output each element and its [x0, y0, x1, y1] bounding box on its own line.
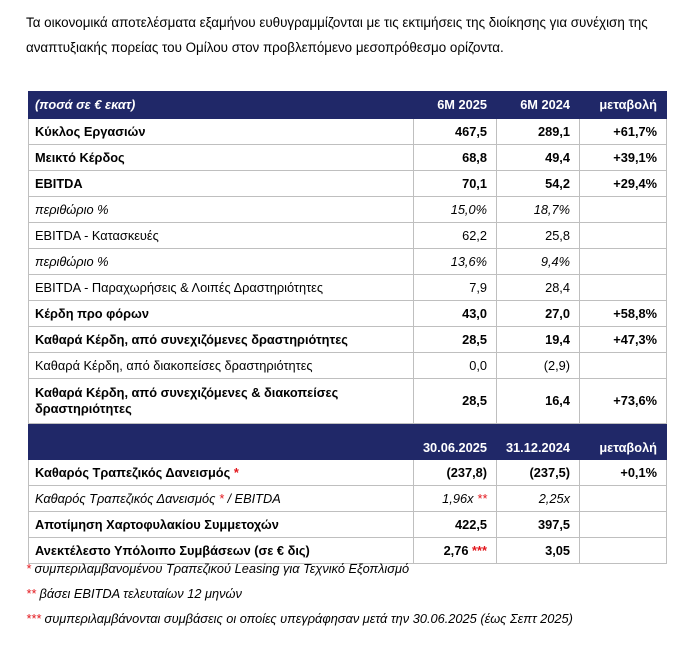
footnote-text: βάσει EBITDA τελευταίων 12 μηνών: [39, 586, 242, 601]
row-label: EBITDA - Παραχωρήσεις & Λοιπές Δραστηριότητες: [29, 275, 414, 301]
row-value-text: 1,96x: [442, 490, 474, 506]
header-cell-period-1: 6M 2025: [414, 92, 497, 119]
row-label: [29, 460, 414, 486]
row-value-2: 28,4: [497, 275, 580, 301]
table-row: [29, 275, 667, 301]
row-value-1: 422,5: [414, 512, 497, 538]
footnote-mark: ***: [472, 542, 487, 558]
footnote: [26, 556, 573, 581]
table-row: [29, 486, 667, 512]
row-value-1: 467,5: [414, 119, 497, 145]
row-value-2: 25,8: [497, 223, 580, 249]
header-cell-date-1: 30.06.2025: [414, 424, 497, 460]
footnote-mark: *: [233, 464, 239, 480]
row-value-1: 0,0: [414, 353, 497, 379]
table-row: [29, 512, 667, 538]
row-value-2: 397,5: [497, 512, 580, 538]
row-value-2: 19,4: [497, 327, 580, 353]
footnote-mark: *: [26, 561, 31, 576]
row-value-2: 27,0: [497, 301, 580, 327]
footnote: [26, 606, 573, 631]
row-label: περιθώριο %: [29, 197, 414, 223]
row-change: +58,8%: [580, 301, 667, 327]
row-change: +39,1%: [580, 145, 667, 171]
row-label: Κύκλος Εργασιών: [29, 119, 414, 145]
footnote-mark: **: [477, 490, 487, 506]
intro-line-1: Τα οικονομικά αποτελέσματα εξαμήνου ευθυγραμμίζονται με τις εκτιμήσεις της διοίκησης για συνέχιση της: [26, 15, 648, 30]
header-cell-change: μεταβολή: [580, 424, 667, 460]
row-label: Καθαρά Κέρδη, από διακοπείσες δραστηριότητες: [29, 353, 414, 379]
row-value-1: 70,1: [414, 171, 497, 197]
row-change: [580, 223, 667, 249]
row-value-1: 62,2: [414, 223, 497, 249]
row-change: +73,6%: [580, 379, 667, 424]
row-value-1: 13,6%: [414, 249, 497, 275]
table-row: [29, 223, 667, 249]
table-row: [29, 171, 667, 197]
footnote-text: συμπεριλαμβάνονται συμβάσεις οι οποίες υπεγράφησαν μετά την 30.06.2025 (έως Σεπτ 2025): [44, 611, 573, 626]
row-value-2: 9,4%: [497, 249, 580, 275]
footnote-mark: ***: [26, 611, 41, 626]
row-label: περιθώριο %: [29, 249, 414, 275]
row-value-1: [414, 486, 497, 512]
row-change: +61,7%: [580, 119, 667, 145]
row-change: [580, 197, 667, 223]
row-change: +47,3%: [580, 327, 667, 353]
row-change: [580, 486, 667, 512]
intro-paragraph: [26, 10, 671, 60]
row-change: [580, 353, 667, 379]
row-value-2: 16,4: [497, 379, 580, 424]
row-label: Καθαρά Κέρδη, από συνεχιζόμενες & διακοπείσες δραστηριότητες: [29, 379, 414, 424]
row-value-2: 49,4: [497, 145, 580, 171]
row-label: EBITDA: [29, 171, 414, 197]
intro-line-2: αναπτυξιακής πορείας του Ομίλου στον προβλεπόμενο μεσοπρόθεσμο ορίζοντα.: [26, 40, 504, 55]
table-row: [29, 119, 667, 145]
row-label: Καθαρά Κέρδη, από συνεχιζόμενες δραστηριότητες: [29, 327, 414, 353]
row-value-2: (237,5): [497, 460, 580, 486]
table-row: [29, 353, 667, 379]
header-cell-date-2: 31.12.2024: [497, 424, 580, 460]
table-row: [29, 327, 667, 353]
footnote: [26, 581, 573, 606]
row-value-1: 28,5: [414, 379, 497, 424]
row-change: [580, 275, 667, 301]
footnotes: [26, 556, 573, 631]
row-label: Κέρδη προ φόρων: [29, 301, 414, 327]
row-label-text: Καθαρός Τραπεζικός Δανεισμός: [35, 490, 216, 506]
table-header-row: [29, 92, 667, 119]
financial-results-table: [28, 91, 667, 564]
row-value-text: 2,76: [443, 542, 469, 558]
footnote-mark: **: [26, 586, 36, 601]
footnote-text: συμπεριλαμβανομένου Τραπεζικού Leasing για Τεχνικό Εξοπλισμό: [34, 561, 410, 576]
row-label: Μεικτό Κέρδος: [29, 145, 414, 171]
header-cell-change: μεταβολή: [580, 92, 667, 119]
row-change: +29,4%: [580, 171, 667, 197]
table-row: [29, 145, 667, 171]
row-value-1: 15,0%: [414, 197, 497, 223]
row-label: Αποτίμηση Χαρτοφυλακίου Συμμετοχών: [29, 512, 414, 538]
header-cell-period-2: 6M 2024: [497, 92, 580, 119]
table-row: [29, 249, 667, 275]
row-value-1: 68,8: [414, 145, 497, 171]
table-header-row-balance: [29, 424, 667, 460]
row-change: [580, 538, 667, 564]
row-change: [580, 512, 667, 538]
table-row: [29, 301, 667, 327]
row-value-2: 54,2: [497, 171, 580, 197]
row-change: [580, 249, 667, 275]
row-value-2: (2,9): [497, 353, 580, 379]
row-value-2: 18,7%: [497, 197, 580, 223]
row-label: EBITDA - Κατασκευές: [29, 223, 414, 249]
table-row: [29, 379, 667, 424]
row-label-suffix: / EBITDA: [227, 490, 281, 506]
header-cell-label: (ποσά σε € εκατ): [29, 92, 414, 119]
row-value-1: 7,9: [414, 275, 497, 301]
row-value-2: 2,25x: [497, 486, 580, 512]
row-value-1: 43,0: [414, 301, 497, 327]
row-value-2: 3,05: [497, 538, 580, 564]
table-row: [29, 460, 667, 486]
row-value-1: (237,8): [414, 460, 497, 486]
row-label: [29, 486, 414, 512]
row-value-2: 289,1: [497, 119, 580, 145]
row-label: Ανεκτέλεστο Υπόλοιπο Συμβάσεων (σε € δις): [29, 538, 414, 564]
row-value-1: 28,5: [414, 327, 497, 353]
header-cell-label: [29, 424, 414, 460]
row-change: +0,1%: [580, 460, 667, 486]
table-row: [29, 197, 667, 223]
row-label-text: Καθαρός Τραπεζικός Δανεισμός: [35, 464, 231, 480]
footnote-mark: *: [218, 490, 224, 506]
